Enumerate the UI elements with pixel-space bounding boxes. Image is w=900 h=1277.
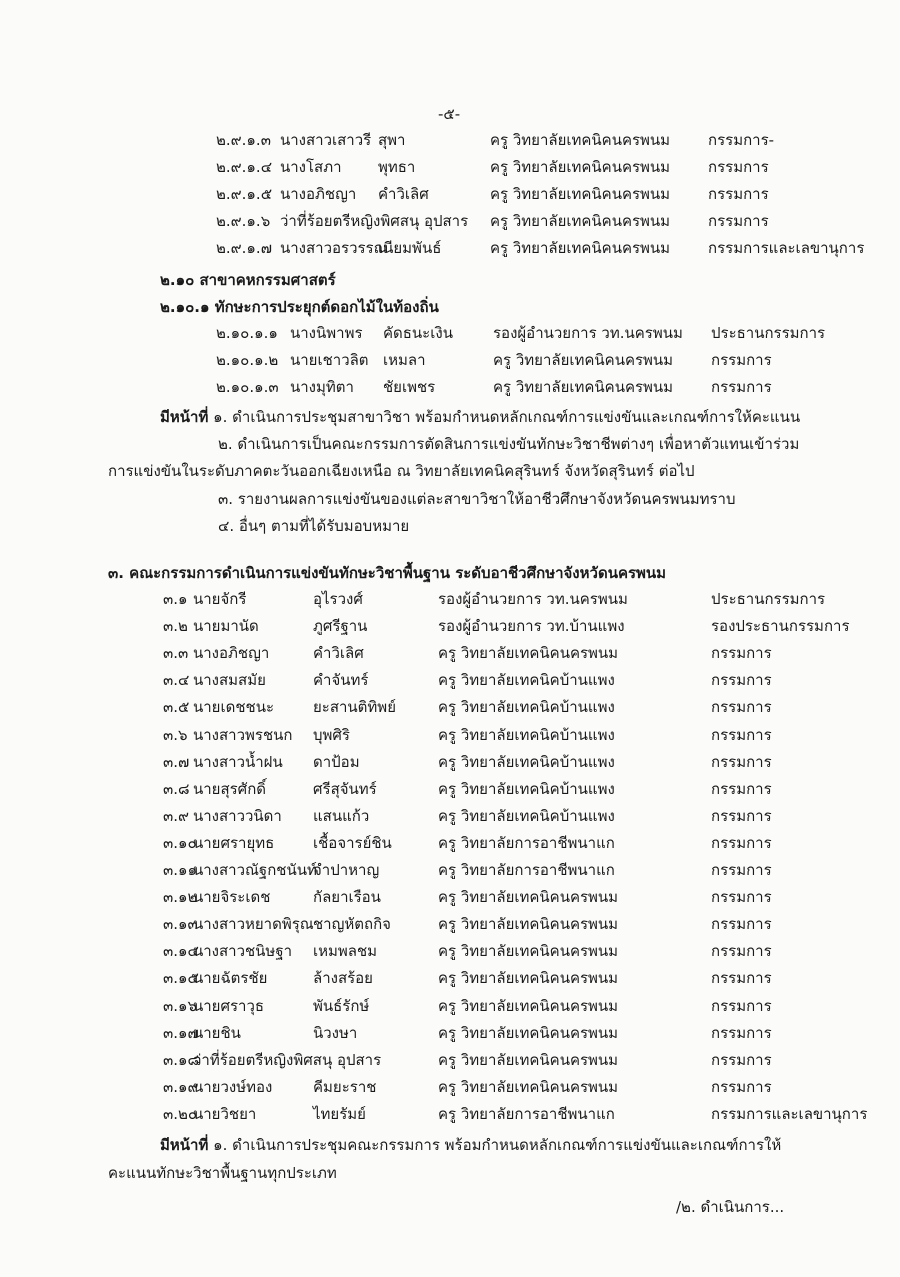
member-number: ๓.๓ (163, 644, 189, 663)
member-number: ๒.๙.๑.๔ (216, 158, 273, 176)
continuation-reference: /๒. ดำเนินการ... (676, 1198, 785, 1216)
member-name: นายมานัด (193, 617, 259, 636)
member-name: นางสาวณัฐกชนันท์ (193, 861, 317, 879)
committee-row (0, 616, 900, 638)
member-number: ๓.๗ (163, 752, 190, 771)
committee-row (0, 725, 900, 747)
member-role: กรรมการ (711, 861, 772, 879)
member-number: ๓.๑๓ (163, 915, 198, 934)
member-name: นางโสภา (280, 158, 342, 176)
committee-row (0, 752, 900, 774)
committee-row (0, 860, 900, 882)
member-name: นางสาวพรชนก (193, 725, 293, 744)
member-position: รองผู้อำนวยการ วท.บ้านแพง (438, 617, 625, 636)
member-role: กรรมการ (711, 351, 772, 369)
member-position: ครู วิทยาลัยเทคนิคนครพนม (490, 212, 671, 230)
committee-row (0, 697, 900, 719)
committee-row (0, 968, 900, 990)
member-surname: เนียมพันธ์ (378, 239, 442, 257)
member-surname: คำจันทร์ (313, 671, 369, 690)
member-name: ว่าที่ร้อยตรีหญิงพิศสนุ อุปสาร (280, 212, 469, 230)
member-position: ครู วิทยาลัยเทคนิคนครพนม (490, 158, 671, 176)
member-position: ครู วิทยาลัยเทคนิคบ้านแพง (438, 725, 615, 744)
member-surname: ชาญหัตถกิจ (313, 915, 391, 934)
member-number: ๓.๕ (163, 698, 190, 717)
member-surname: คำวิเลิศ (313, 644, 364, 663)
member-role: กรรมการ (711, 1077, 772, 1096)
member-name: นายศรายุทธ (193, 833, 275, 852)
member-name: นายสุรศักดิ์ (193, 779, 267, 798)
committee-row (0, 211, 900, 233)
committee-row (0, 323, 900, 345)
member-number: ๓.๑ (163, 590, 188, 608)
committee-row (0, 377, 900, 399)
committee-row (0, 238, 900, 260)
member-role: กรรมการ (711, 806, 772, 825)
member-name: นางสาวอรวรรณ (280, 239, 388, 257)
duty-item-continued: การแข่งขันในระดับภาคตะวันออกเฉียงเหนือ ณ วิทยาลัยเทคนิคสุรินทร์ จังหวัดสุรินทร์ ต่อไป (108, 462, 695, 480)
member-position: ครู วิทยาลัยเทคนิคนครพนม (490, 131, 671, 149)
committee-row (0, 806, 900, 828)
member-name: นางมุทิตา (290, 378, 354, 396)
committee-row (0, 779, 900, 801)
member-position: ครู วิทยาลัยเทคนิคนครพนม (438, 1050, 619, 1069)
member-role: กรรมการ (711, 969, 772, 988)
member-number: ๓.๒ (163, 617, 188, 636)
committee-row (0, 833, 900, 855)
member-surname: แสนแก้ว (313, 806, 370, 825)
committee-row (0, 996, 900, 1018)
member-surname: พันธ์รักษ์ (313, 996, 370, 1015)
duty-item: ๓. รายงานผลการแข่งขันของแต่ละสาขาวิชาให้อาชีวศึกษาจังหวัดนครพนมทราบ (218, 490, 736, 508)
member-position: ครู วิทยาลัยเทคนิคนครพนม (438, 969, 619, 988)
member-role: กรรมการ (711, 888, 772, 907)
member-role: กรรมการ- (708, 131, 775, 149)
member-name: นายจิระเดช (193, 888, 271, 907)
member-surname: สุพา (378, 131, 406, 149)
committee-row (0, 887, 900, 909)
member-surname: คำวิเลิศ (378, 185, 429, 203)
member-name: นายศราวุธ (193, 996, 265, 1015)
committee-row (0, 184, 900, 206)
member-number: ๓.๑๙ (163, 1077, 199, 1096)
member-surname: ศรีสุจันทร์ (313, 779, 377, 798)
member-position: ครู วิทยาลัยเทคนิคนครพนม (490, 239, 671, 257)
committee-row (0, 1077, 900, 1099)
member-surname: กัลยาเรือน (313, 888, 381, 907)
duty-item-continued: คะแนนทักษะวิชาพื้นฐานทุกประเภท (108, 1164, 337, 1182)
member-name: นางสาวชนิษฐา (193, 942, 293, 961)
member-name: นายชิน (193, 1023, 241, 1042)
member-name: นายเชาวลิต (290, 351, 369, 369)
duties-label: มีหน้าที่ (160, 1136, 209, 1154)
member-name: นางสมสมัย (193, 671, 266, 690)
member-surname: ยะสานติทิพย์ (313, 698, 396, 717)
member-role: กรรมการ (711, 915, 772, 934)
member-surname: เชื้อจารย์ชิน (313, 833, 392, 852)
member-number: ๒.๙.๑.๗ (216, 239, 272, 257)
member-position: ครู วิทยาลัยเทคนิคบ้านแพง (438, 752, 615, 771)
member-position: ครู วิทยาลัยเทคนิคบ้านแพง (438, 671, 615, 690)
member-role: ประธานกรรมการ (711, 590, 826, 608)
subsection-heading-2-10-1: ๒.๑๐.๑ ทักษะการประยุกต์ดอกไม้ในท้องถิ่น (160, 298, 439, 316)
member-surname: เหมลา (383, 351, 426, 369)
member-number: ๓.๖ (163, 725, 188, 744)
member-role: กรรมการและเลขานุการ (708, 239, 865, 257)
member-number: ๓.๑๒ (163, 888, 198, 907)
member-position: ครู วิทยาลัยเทคนิคนครพนม (438, 888, 619, 907)
duties-label: มีหน้าที่ (160, 408, 209, 426)
committee-row (0, 643, 900, 665)
member-role: กรรมการ (711, 644, 772, 663)
member-name: นายจักรี (193, 590, 247, 608)
member-number: ๒.๑๐.๑.๑ (216, 324, 278, 342)
committee-row (0, 1104, 900, 1126)
duties-block-3 (160, 1135, 781, 1155)
member-name: นางสาวหยาดพิรุณ (193, 915, 314, 934)
committee-row (0, 157, 900, 179)
committee-row (0, 670, 900, 692)
member-name: นายฉัตรชัย (193, 969, 268, 988)
member-name: นางอภิชญา (280, 185, 357, 203)
member-position: ครู วิทยาลัยเทคนิคนครพนม (493, 351, 674, 369)
member-position: ครู วิทยาลัยการอาชีพนาแก (438, 1104, 615, 1123)
member-position: ครู วิทยาลัยเทคนิคนครพนม (438, 644, 619, 663)
member-position: รองผู้อำนวยการ วท.นครพนม (438, 590, 628, 608)
member-position: รองผู้อำนวยการ วท.นครพนม (493, 324, 683, 342)
committee-row (0, 589, 900, 611)
member-number: ๓.๒๐ (163, 1104, 198, 1123)
member-role: กรรมการ (708, 185, 769, 203)
member-role: กรรมการ (711, 779, 772, 798)
member-role: กรรมการ (708, 212, 769, 230)
member-number: ๓.๑๔ (163, 942, 199, 961)
member-name: นางนิพาพร (290, 324, 363, 342)
member-position: ครู วิทยาลัยการอาชีพนาแก (438, 861, 615, 879)
member-role: กรรมการ (711, 1023, 772, 1042)
committee-row (0, 914, 900, 936)
section-heading-2-10: ๒.๑๐ สาขาคหกรรมศาสตร์ (160, 271, 336, 289)
member-position: ครู วิทยาลัยเทคนิคบ้านแพง (438, 779, 615, 798)
member-role: รองประธานกรรมการ (711, 617, 850, 636)
member-position: ครู วิทยาลัยเทคนิคนครพนม (438, 1023, 619, 1042)
member-role: กรรมการ (711, 1050, 772, 1069)
member-name: นางสาวเสาวรี (280, 131, 372, 149)
member-number: ๓.๘ (163, 779, 190, 798)
member-number: ๓.๑๕ (163, 969, 199, 988)
member-surname: จำปาหาญ (313, 861, 380, 879)
member-surname: คัดธนะเงิน (383, 324, 453, 342)
member-name: นางสาววนิดา (193, 806, 282, 825)
member-surname: บุพศิริ (313, 725, 350, 744)
member-position: ครู วิทยาลัยเทคนิคนครพนม (438, 942, 619, 961)
member-name: นายวิชยา (193, 1104, 257, 1123)
member-role: กรรมการ (708, 158, 769, 176)
member-number: ๓.๑๖ (163, 996, 198, 1015)
committee-row (0, 1023, 900, 1045)
member-surname: อุไรวงศ์ (313, 590, 363, 608)
member-surname: ไทยรัมย์ (313, 1104, 366, 1123)
member-role: กรรมการ (711, 996, 772, 1015)
member-name: นางสาวน้ำฝน (193, 752, 283, 771)
member-number: ๓.๙ (163, 806, 190, 825)
member-number: ๒.๑๐.๑.๒ (216, 351, 279, 369)
member-surname: เหมพลชม (313, 942, 378, 961)
duty-item: ๑. ดำเนินการประชุมคณะกรรมการ พร้อมกำหนดหลักเกณฑ์การแข่งขันและเกณฑ์การให้ (213, 1136, 782, 1154)
duty-item: ๔. อื่นๆ ตามที่ได้รับมอบหมาย (218, 517, 410, 535)
member-position: ครู วิทยาลัยการอาชีพนาแก (438, 833, 615, 852)
member-name: นางอภิชญา (193, 644, 270, 663)
duty-item: ๒. ดำเนินการเป็นคณะกรรมการตัดสินการแข่งขันทักษะวิชาชีพต่างๆ เพื่อหาตัวแทนเข้าร่วม (218, 435, 800, 453)
member-number: ๒.๙.๑.๕ (216, 185, 273, 203)
member-name: นายวงษ์ทอง (193, 1077, 273, 1096)
member-position: ครู วิทยาลัยเทคนิคบ้านแพง (438, 806, 615, 825)
member-role: กรรมการ (711, 378, 772, 396)
member-role: ประธานกรรมการ (711, 324, 826, 342)
member-number: ๒.๙.๑.๓ (216, 131, 271, 149)
member-number: ๓.๑๗ (163, 1023, 199, 1042)
section-heading-3: ๓. คณะกรรมการดำเนินการแข่งขันทักษะวิชาพื้นฐาน ระดับอาชีวศึกษาจังหวัดนครพนม (108, 564, 667, 582)
member-surname: พุทธา (378, 158, 416, 176)
member-name: นายเดชชนะ (193, 698, 275, 717)
member-surname: ดาป้อม (313, 752, 360, 771)
member-position: ครู วิทยาลัยเทคนิคนครพนม (493, 378, 674, 396)
committee-row (0, 350, 900, 372)
member-position: ครู วิทยาลัยเทคนิคบ้านแพง (438, 698, 615, 717)
member-number: ๓.๑๘ (163, 1050, 200, 1069)
member-surname: คีมยะราช (313, 1077, 377, 1096)
duty-item: ๑. ดำเนินการประชุมสาขาวิชา พร้อมกำหนดหลักเกณฑ์การแข่งขันและเกณฑ์การให้คะแนน (213, 408, 801, 426)
member-role: กรรมการ (711, 833, 772, 852)
committee-row (0, 941, 900, 963)
member-surname: นิวงษา (313, 1023, 358, 1042)
member-number: ๓.๑๐ (163, 833, 197, 852)
member-surname: ชัยเพชร (383, 378, 436, 396)
member-number: ๓.๑๑ (163, 861, 198, 879)
member-role: กรรมการ (711, 752, 772, 771)
member-number: ๓.๔ (163, 671, 190, 690)
member-role: กรรมการ (711, 942, 772, 961)
committee-row (0, 130, 900, 152)
member-position: ครู วิทยาลัยเทคนิคนครพนม (438, 1077, 619, 1096)
member-position: ครู วิทยาลัยเทคนิคนครพนม (490, 185, 671, 203)
member-role: กรรมการ (711, 671, 772, 690)
member-role: กรรมการ (711, 725, 772, 744)
member-surname: ภูศรีฐาน (313, 617, 368, 636)
duties-block-2-10 (160, 407, 800, 427)
member-number: ๒.๑๐.๑.๓ (216, 378, 279, 396)
committee-row (0, 1050, 900, 1072)
member-position: ครู วิทยาลัยเทคนิคนครพนม (438, 915, 619, 934)
member-surname: ล้างสร้อย (313, 969, 373, 988)
member-role: กรรมการและเลขานุการ (711, 1104, 868, 1123)
member-name: ว่าที่ร้อยตรีหญิงพิศสนุ อุปสาร (193, 1050, 382, 1069)
member-role: กรรมการ (711, 698, 772, 717)
member-number: ๒.๙.๑.๖ (216, 212, 271, 230)
page-number: -๕- (438, 105, 461, 123)
member-position: ครู วิทยาลัยเทคนิคนครพนม (438, 996, 619, 1015)
